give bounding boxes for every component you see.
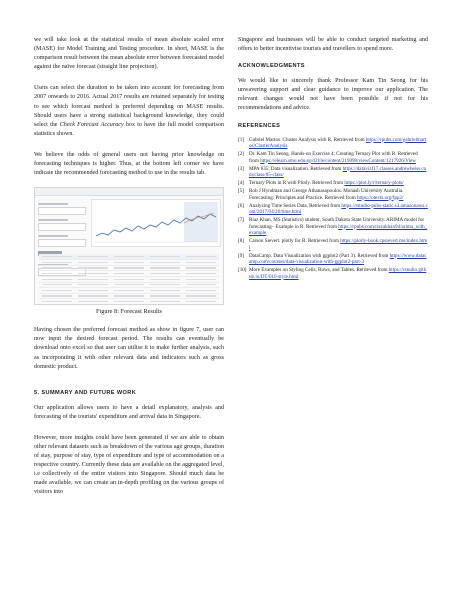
two-column-layout xyxy=(34,36,434,507)
reference-link[interactable]: https://plot.ly/r/ternary-plots/ xyxy=(344,180,404,187)
reference-link[interactable]: https://rpubs.com/gabrielmartos/ClusterAnalysis xyxy=(249,136,427,150)
paragraph-mase: we will take look at the statistical results of mean absolute scaled error (MASE) for Model Training and Testing procedure. In short, MASE is the comparison result between the mean absolute error between forecasted model against the naïve forecast (straight line projection). xyxy=(34,37,224,71)
reference-list xyxy=(238,137,428,281)
reference-item: [7] Riaz Khan, MS (Statistics) student, South Dakota State University. ARIMA model for forecasting– Example in R. Retrieved from https://rpubs.com/riazakhan94/arima_with_example xyxy=(238,217,428,237)
reference-link[interactable]: https://otexts.org/fpp2/ xyxy=(356,194,404,201)
right-column xyxy=(238,36,428,507)
reference-link[interactable]: https://elearn.smu.edu.sg/d2l/le/content/219098/viewContent/1217926/View xyxy=(260,157,416,164)
paragraph-continuation: Singapore and businesses will be able to conduct targeted marketing and offers to better incentivise tourists and travellers to spend more. xyxy=(238,37,428,53)
figure-results-table xyxy=(39,254,219,305)
paragraph-recommendation: We believe the odds of general users not having prior knowledge on forecasting techniques is higher. Thus, at the bottom left corner we have indicate the recommended forecasting method to use in the results tab. xyxy=(34,151,224,177)
paragraph-future-work: However, more insights could have been generated if we are able to obtain other relevant datasets such as breakdown of the various age groups, duration of stay, purpose of stay, type of expenditure and type of accommodation on a respective country. Currently these data are available on the aggregated level, i.e collectively of the entire visitors into Singapore. Should much data be made available, we can create an in-depth profiling on the various groups of visitors into xyxy=(34,434,224,496)
section-5-heading: 5. SUMMARY AND FUTURE WORK xyxy=(34,389,137,396)
paragraph-duration: Users can select the duration to be taken into account for forecasting from 2007 onwards to 2016. Actual 2017 results are retained separately for testing to see which forecast method is preferred depending on MASE results. Should users have a strong statistical background knowledge, they could select the Check Forecast Accuracy box to have the full model comparison statistics shown. xyxy=(34,85,224,137)
reference-item: [8] Carson Sievert. plotly for R. Retrieved from https://plotly-book.cpsievert.me/index.html xyxy=(238,238,428,251)
reference-link[interactable]: https://rstudio-pubs-static.s3.amazonaws.com/2017/04/26/time.html xyxy=(249,202,428,216)
reference-item: [10] More Examples on Styling Cells, Rows, and Tables. Retrieved from https://rstudio.github.io/DT/010-style.html xyxy=(238,267,427,280)
acknowledgments-text: We would like to sincerely thank Professor Kam Tin Seong for his unwavering support and clear guidance to improve our application. The relevant changes would not have been possible if not for his recommendations and advice. xyxy=(238,78,428,112)
figure-app-header xyxy=(35,188,223,196)
paragraph-forecast-period: Having chosen the preferred forecast method as show in figure 7, user can now input the desired forecast period. The results can eventually be download onto excel so that user can utilise it to make further analysis, such as incorporating it with other relevant data and indicators such as gross domestic product. xyxy=(34,327,224,370)
acknowledgments-heading: ACKNOWLEDGMENTS xyxy=(238,63,305,70)
paragraph-summary: Our application allows users to have a detail explanatory, analysis and forecasting of the tourists' expenditure and arrival data in Singapore. xyxy=(34,404,224,420)
reference-item: [9] DataCamp. Data Visualization with ggplot2 (Part 3). Retrieved from https://www.datacamp.com/courses/data-visualization-with-ggplot2-part-3 xyxy=(238,252,427,266)
reference-item: [6] Analyzing Time Series Data. Retrieved from https://rstudio-pubs-static.s3.amazonaws.com/2017/04/26/time.html xyxy=(238,202,428,216)
forecast-line-chart xyxy=(92,200,220,246)
reference-link[interactable]: https://rstudio.github.io/DT/010-style.html xyxy=(249,267,427,280)
reference-item: [1] Gabriel Martos. Cluster Analysis with R. Retrieved from https://rpubs.com/gabrielmartos/ClusterAnalysis xyxy=(238,136,427,150)
reference-item: [5] Rob J Hyndman and George Athanasopoulos. Monash University Australia. Forecasting: Principles and Practice. Retrieved from https://otexts.org/fpp2/ xyxy=(238,188,404,201)
reference-link[interactable]: https://www.datacamp.com/courses/data-visualization-with-ggplot2-part-3 xyxy=(249,252,427,266)
forecast-results-figure xyxy=(34,187,224,305)
reference-item: [2] Dr. Kam Tin Seong. Hands-on Exercise 4: Creating Ternary Plot with R. Retrieved from https://elearn.smu.edu.sg/d2l/le/content/219098/viewContent/1217926/View xyxy=(238,151,418,164)
check-forecast-accuracy-text: Check Forecast Accuracy xyxy=(59,121,124,128)
reference-link[interactable]: https://rpubs.com/riazakhan94/arima_with_example xyxy=(249,223,428,237)
figure-forecast-chart xyxy=(91,199,221,247)
reference-link[interactable]: https://plotly-book.cpsievert.me/index.html xyxy=(249,238,428,251)
figure-8-caption: Figure 8: Forecast Results xyxy=(96,308,162,316)
left-column xyxy=(34,36,224,507)
references-heading: REFERENCES xyxy=(238,122,281,129)
reference-item: [4] Ternary Plots in R with Plotly. Retrieved from https://plot.ly/r/ternary-plots/ xyxy=(238,180,404,187)
reference-item: [3] MPA 635: Data visualization. Retrieved from https://datavizf17.classes.andrewheiss.com/class/05-class/ xyxy=(238,165,427,179)
reference-link[interactable]: https://datavizf17.classes.andrewheiss.com/class/05-class/ xyxy=(249,165,427,179)
